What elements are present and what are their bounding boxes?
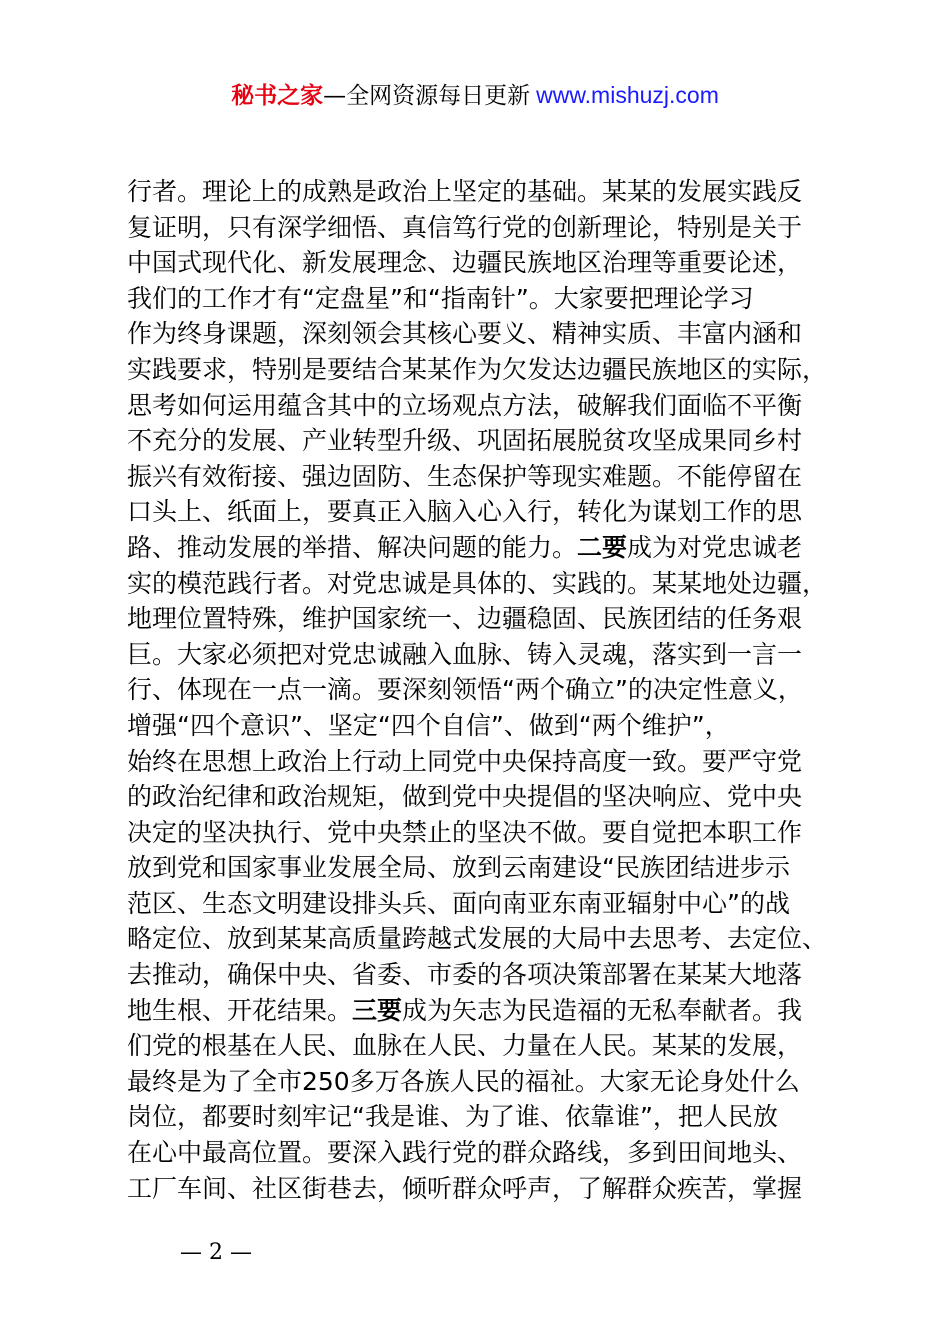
text-line: 实践要求，特别是要结合某某作为欠发达边疆民族地区的实际， [127, 354, 828, 384]
site-brand: 秘书之家 [231, 83, 324, 109]
text-line: 作为终身课题，深刻领会其核心要义、精神实质、丰富内涵和 [127, 319, 803, 349]
text-line: 我们的工作才有“定盘星”和“指南针”。大家要把理论学习 [127, 283, 754, 313]
text-line: 决定的坚决执行、党中央禁止的坚决不做。要自觉把本职工作 [127, 817, 803, 847]
emphasis-text: 二要 [577, 532, 628, 562]
text-line: 地理位置特殊，维护国家统一、边疆稳固、民族团结的任务艰 [127, 604, 803, 634]
text-line: 岗位，都要时刻牢记“我是谁、为了谁、依靠谁”，把人民放 [127, 1102, 778, 1132]
text-line: 行者。理论上的成熟是政治上坚定的基础。某某的发展实践反 [127, 177, 803, 206]
text-segment: 路、推动发展的举措、解决问题的能力。 [127, 532, 578, 562]
text-line: 工厂车间、社区街巷去，倾听群众呼声，了解群众疾苦，掌握 [127, 1173, 803, 1203]
text-line: 放到党和国家事业发展全局、放到云南建设“民族团结进步示 [127, 853, 790, 883]
text-line [127, 530, 857, 566]
site-url-link[interactable]: www.mishuzj.com [536, 82, 719, 108]
text-line: 实的模范践行者。对党忠诚是具体的、实践的。某某地处边疆， [127, 568, 828, 598]
site-tagline: —全网资源每日更新 [323, 83, 531, 109]
text-line: 最终是为了全市250多万各族人民的福祉。大家无论身处什么 [127, 1066, 800, 1096]
text-segment: 成为矢志为民造福的无私奉献者。我 [402, 995, 803, 1025]
text-line: 略定位、放到某某高质量跨越式发展的大局中去思考、去定位、 [127, 924, 828, 954]
text-line: 增强“四个意识”、坚定“四个自信”、做到“两个维护”， [127, 710, 730, 740]
text-line: 行、体现在一点一滴。要深刻领悟“两个确立”的决定性意义， [127, 675, 803, 705]
text-segment: 地生根、开花结果。 [127, 995, 353, 1025]
text-line: 们党的根基在人民、血脉在人民、力量在人民。某某的发展， [127, 1031, 803, 1061]
text-segment: 成为对党忠诚老 [627, 532, 803, 562]
page-number: — 2 — [180, 1240, 252, 1265]
text-line: 振兴有效衔接、强边固防、生态保护等现实难题。不能停留在 [127, 461, 803, 491]
text-line: 巨。大家必须把对党忠诚融入血脉、铸入灵魂，落实到一言一 [127, 639, 803, 669]
text-line: 在心中最高位置。要深入践行党的群众路线，多到田间地头、 [127, 1138, 803, 1168]
text-line: 始终在思想上政治上行动上同党中央保持高度一致。要严守党 [127, 746, 803, 776]
document-body [127, 174, 857, 1206]
text-line: 范区、生态文明建设排头兵、面向南亚东南亚辐射中心”的战 [127, 888, 790, 918]
text-line [127, 993, 857, 1029]
text-line: 中国式现代化、新发展理念、边疆民族地区治理等重要论述， [127, 248, 803, 278]
text-line: 复证明，只有深学细悟、真信笃行党的创新理论，特别是关于 [127, 212, 803, 242]
text-line: 思考如何运用蕴含其中的立场观点方法，破解我们面临不平衡 [127, 390, 803, 420]
text-line: 去推动，确保中央、省委、市委的各项决策部署在某某大地落 [127, 960, 803, 990]
text-line: 的政治纪律和政治规矩，做到党中央提倡的坚决响应、党中央 [127, 782, 803, 812]
text-line: 不充分的发展、产业转型升级、巩固拓展脱贫攻坚成果同乡村 [127, 426, 803, 456]
emphasis-text: 三要 [352, 995, 403, 1025]
site-header [0, 80, 950, 111]
text-line: 口头上、纸面上，要真正入脑入心入行，转化为谋划工作的思 [127, 497, 803, 527]
